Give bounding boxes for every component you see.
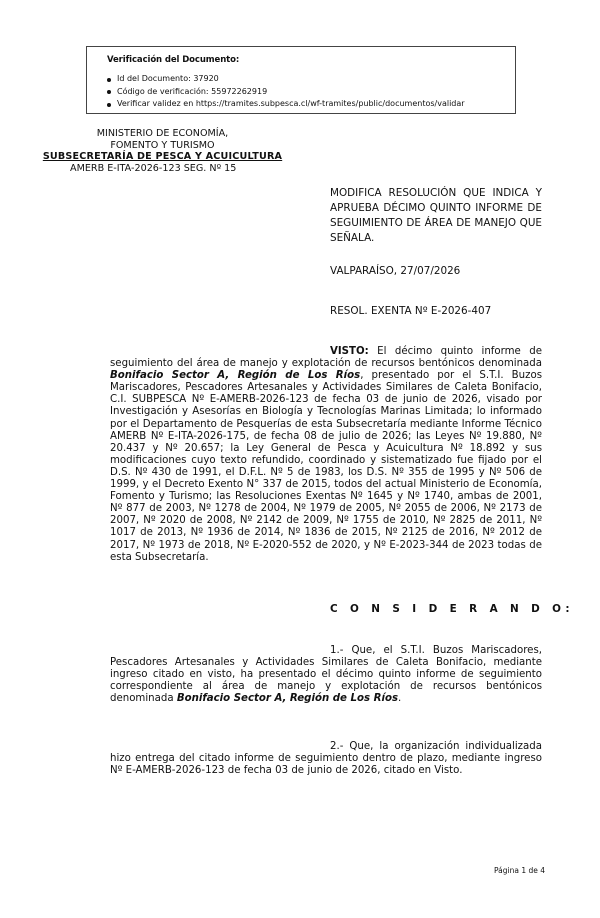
verification-code: Código de verificación: 55972262919 — [107, 86, 465, 99]
verification-url[interactable]: Verificar validez en https://tramites.subpesca.cl/wf-tramites/public/documentos/validar — [107, 98, 465, 111]
subsecretariat-name: SUBSECRETARÍA DE PESCA Y ACUICULTURA — [42, 151, 283, 163]
ministry-name: MINISTERIO DE ECONOMÍA, — [96, 128, 229, 139]
visto-label: VISTO: — [330, 346, 369, 357]
considerando-item-2: 2.- Que, la organización individualizada hizo entrega del citado informe de seguimiento dentro de plazo, mediante ingreso Nº E-AMERB-2026-123 de fecha 03 de junio de 2026, citado en Visto. — [110, 741, 542, 777]
considerando-item-1-end: . — [398, 693, 402, 705]
resolution-number: RESOL. EXENTA Nº E-2026-407 — [330, 305, 492, 317]
verification-title: Verificación del Documento: — [107, 55, 240, 65]
document-id: Id del Documento: 37920 — [107, 73, 465, 86]
resolution-subject: MODIFICA RESOLUCIÓN QUE INDICA Y APRUEBA DÉCIMO QUINTO INFORME DE SEGUIMIENTO DE ÁREA DE MANEJO QUE SEÑALA. — [330, 187, 542, 244]
ministry-name-line2: FOMENTO Y TURISMO — [110, 139, 215, 151]
verification-list — [107, 73, 465, 111]
page-number: Página 1 de 4 — [493, 866, 545, 875]
visto-text-1: El décimo quinto informe de seguimiento del área de manejo y explotación de recursos bentónicos denominada — [110, 346, 542, 370]
visto-text-2: , presentado por el S.T.I. Buzos Mariscadores, Pescadores Artesanales y Actividades Similares de Caleta Bonifacio, C.I. SUBPESCA Nº E-AMERB-2026-123 de fecha 03 de junio de 2026, visado por Investigación y Asesorías en Biología y Tecnologías Marinas Limitada; lo informado por el Departamento de Pesquerías de esta Subsecretaría mediante Informe Técnico AMERB Nº E-ITA-2026-175, de fecha 08 de julio de 2026; las Leyes Nº 19.880, Nº 20.437 y Nº 20.657; la Ley General de Pesca y Acuicultura Nº 18.892 y sus modificaciones cuyo texto refundido, coordinado y sistematizado fue fijado por el D.S. Nº 430 de 1991, el D.F.L. Nº 5 de 1983, los D.S. Nº 355 de 1995 y Nº 506 de 1999, y el Decreto Exento N° 337 de 2015, todos del actual Ministerio de Economía, Fomento y Turismo; las Resoluciones Exentas Nº 1645 y Nº 1740, ambas de 2001, Nº 877 de 2003, Nº 1278 de 2004, Nº 1979 de 2005, Nº 2055 de 2006, Nº 2173 de 2007, Nº 2020 de 2008, Nº 2142 de 2009, Nº 1755 de 2010, Nº 2825 de 2011, Nº 1017 de 2013, Nº 1936 de 2014, Nº 1836 de 2015, Nº 2125 de 2016, Nº 2012 de 2017, Nº 1973 de 2018, Nº E-2020-552 de 2020, y Nº E-2023-344 de 2023 todas de esta Subsecretaría. — [110, 370, 542, 563]
considerando-item-1-text: 1.- Que, el S.T.I. Buzos Mariscadores, Pescadores Artesanales y Actividades Similares de Caleta Bonifacio, mediante ingreso citado en visto, ha presentado el décimo quinto informe de seguimiento correspondiente al área de manejo y explotación de recursos bentónicos denominada — [110, 645, 542, 705]
verification-box — [86, 46, 516, 114]
document-reference: AMERB E-ITA-2026-123 SEG. Nº 15 — [70, 162, 237, 174]
considerando-item-1-location: Bonifacio Sector A, Región de Los Ríos — [176, 693, 399, 705]
ministry-header — [20, 128, 305, 174]
place-date: VALPARAÍSO, 27/07/2026 — [330, 265, 461, 277]
visto-paragraph — [110, 346, 542, 564]
considerando-heading: C O N S I D E R A N D O: — [330, 603, 574, 615]
visto-location: Bonifacio Sector A, Región de Los Ríos — [110, 370, 361, 382]
considerando-item-1 — [110, 645, 542, 705]
